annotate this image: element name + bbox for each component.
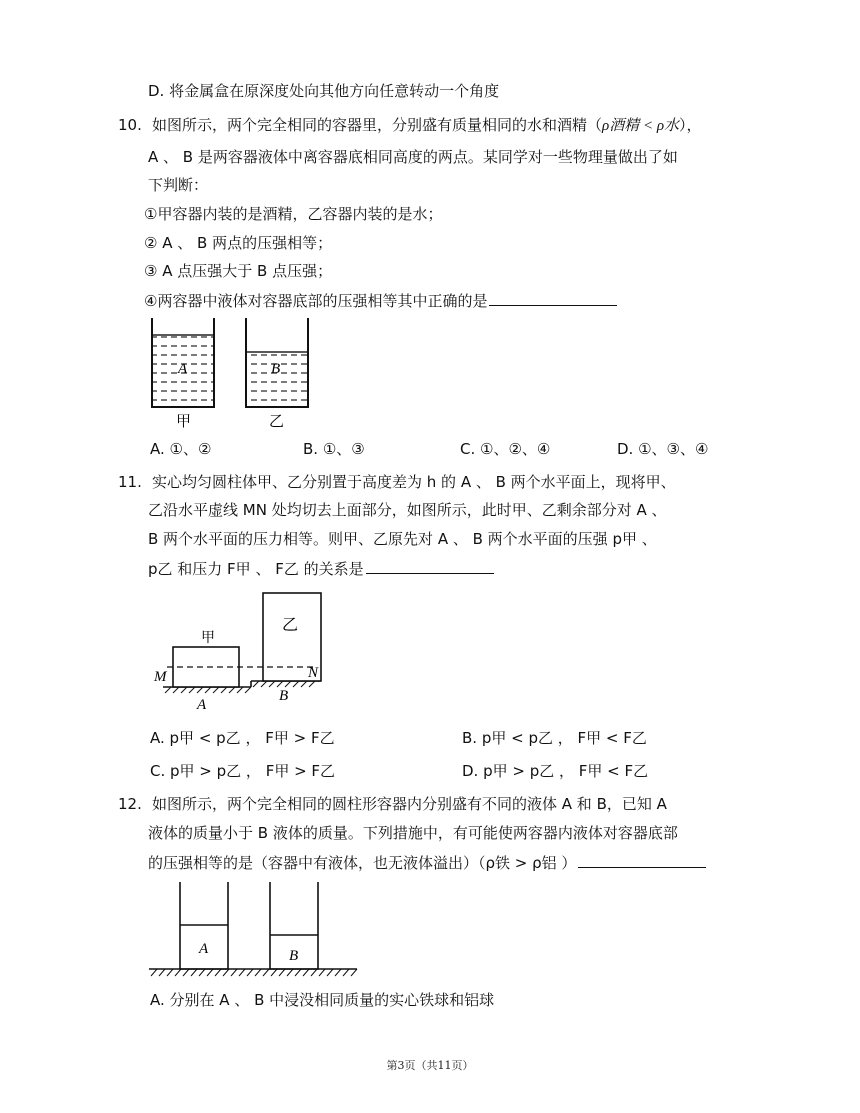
q10-containers-figure — [140, 315, 330, 430]
q10-label-yi: 乙 — [269, 412, 285, 430]
q11-label-b: B — [279, 688, 289, 704]
q10-answer-blank[interactable] — [489, 289, 617, 306]
q11-stem-line2: 乙沿水平虚线 MN 处均切去上面部分，如图所示，此时甲、乙剩余部分对 A 、 — [148, 501, 667, 519]
q10-judgement-3: ③ A 点压强大于 B 点压强； — [144, 262, 333, 280]
q10-point-a: A — [178, 361, 188, 377]
q12-stem-line2: 液体的质量小于 B 液体的质量。下列措施中，有可能使两容器内液体对容器底部 — [148, 824, 678, 842]
q12-number: 12. — [118, 795, 142, 813]
q11-stem-line1: 实心均匀圆柱体甲、乙分别置于高度差为 h 的 A 、 B 两个水平面上，现将甲、 — [152, 473, 676, 491]
q10-judgement-2: ② A 、 B 两点的压强相等； — [144, 234, 333, 252]
q12-answer-blank[interactable] — [578, 851, 706, 868]
q11-option-c[interactable]: C. p甲 > p乙 ， F甲 > F乙 — [150, 762, 336, 780]
q11-stem-line3: B 两个水平面的压力相等。则甲、乙原先对 A 、 B 两个水平面的压强 p甲 、 — [148, 530, 657, 548]
q11-label-n: N — [308, 665, 319, 681]
q11-option-b[interactable]: B. p甲 < p乙 ， F甲 < F乙 — [462, 729, 647, 747]
q10-number: 10. — [118, 116, 142, 134]
q12-label-a: A — [199, 941, 209, 957]
q11-label-a: A — [197, 697, 207, 713]
q10-stem-line2: A 、 B 是两容器液体中离容器底相同高度的两点。某同学对一些物理量做出了如 — [148, 148, 678, 166]
q11-answer-blank[interactable] — [366, 557, 494, 574]
q11-stem-line4: p乙 和压力 F甲 、 F乙 的关系是 — [148, 557, 494, 580]
q10-label-jia: 甲 — [176, 412, 192, 430]
q12-label-b: B — [289, 948, 299, 964]
q11-label-jia: 甲 — [201, 630, 215, 646]
q10-option-b[interactable]: B. ①、③ — [303, 440, 365, 458]
q11-option-a[interactable]: A. p甲 < p乙 ， F甲 > F乙 — [150, 729, 335, 747]
q10-point-b: B — [271, 361, 281, 377]
q11-label-yi: 乙 — [282, 615, 299, 634]
q10-judgement-1: ①甲容器内装的是酒精，乙容器内装的是水； — [144, 205, 443, 223]
q11-number: 11. — [118, 473, 142, 491]
q11-cylinders-figure — [145, 585, 335, 715]
q10-option-d[interactable]: D. ①、③、④ — [617, 440, 709, 458]
q12-containers-figure — [145, 880, 365, 980]
q12-stem-line1: 如图所示，两个完全相同的圆柱形容器内分别盛有不同的液体 A 和 B，已知 A — [152, 795, 667, 813]
q11-label-m: M — [154, 669, 167, 685]
q10-stem-line3: 下判断： — [148, 176, 209, 194]
q10-option-c[interactable]: C. ①、②、④ — [460, 440, 551, 458]
q10-density-relation: ρ酒精 < ρ水 — [602, 118, 680, 134]
q9-option-d: D. 将金属盒在原深度处向其他方向任意转动一个角度 — [148, 82, 500, 100]
page-footer: 第3页（共11页） — [386, 1059, 474, 1072]
q12-stem-line3: 的压强相等的是（容器中有液体，也无液体溢出）（ρ铁 > ρ铝 ） — [148, 851, 706, 874]
q10-stem-line1: 如图所示，两个完全相同的容器里，分别盛有质量相同的水和酒精（ρ酒精 < ρ水）， — [152, 116, 702, 134]
q10-option-a[interactable]: A. ①、② — [150, 440, 212, 458]
q10-judgement-4: ④两容器中液体对容器底部的压强相等其中正确的是 — [144, 289, 617, 312]
q11-option-d[interactable]: D. p甲 > p乙 ， F甲 < F乙 — [462, 762, 649, 780]
q12-option-a[interactable]: A. 分别在 A 、 B 中浸没相同质量的实心铁球和铝球 — [150, 991, 495, 1009]
